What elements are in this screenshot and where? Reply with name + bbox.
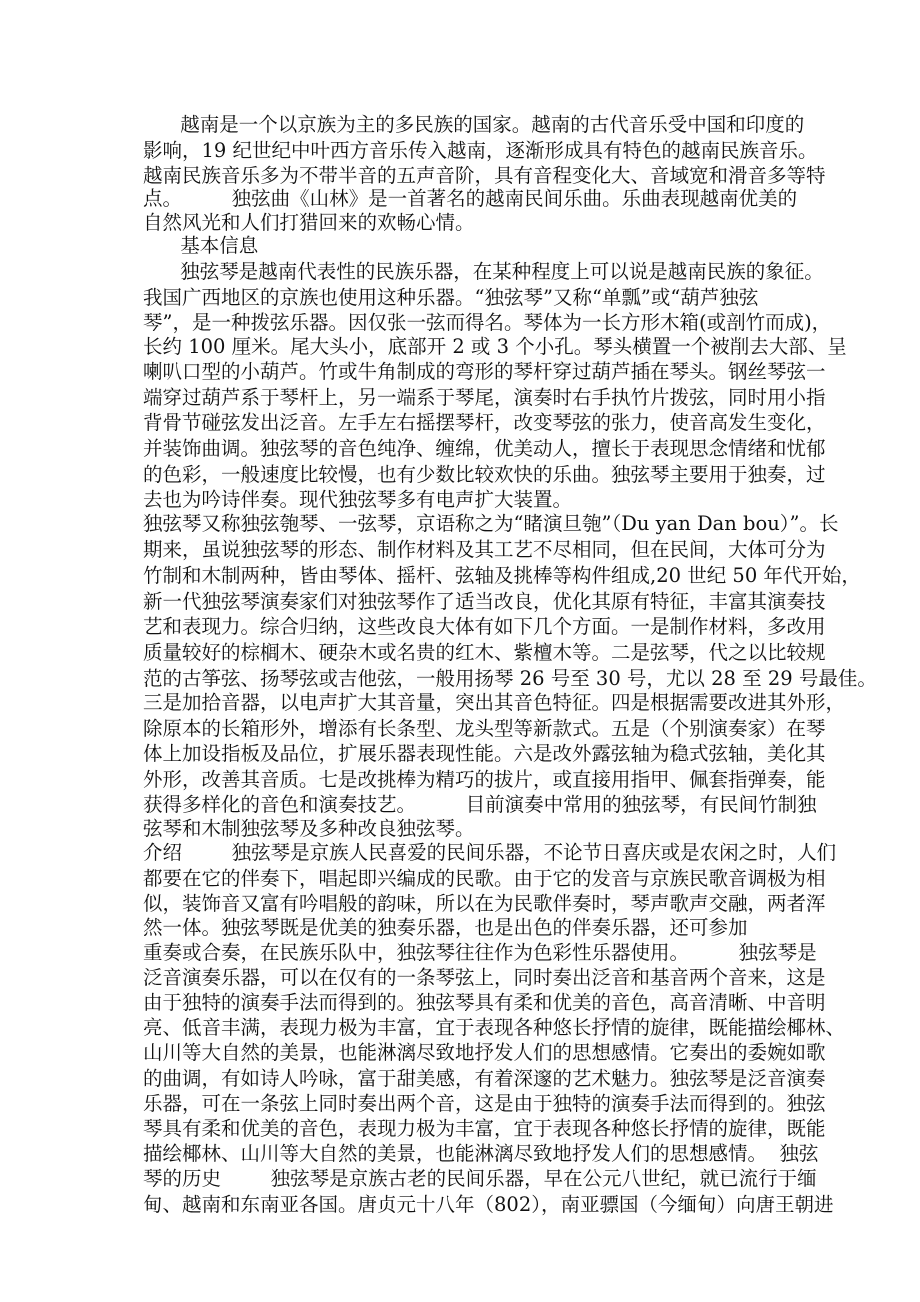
text-line: 的色彩，一般速度比较慢，也有少数比较欢快的乐曲。独弦琴主要用于独奏，过 <box>143 463 826 486</box>
text-line: 都要在它的伴奏下，唱起即兴编成的民歌。由于它的发音与京族民歌音调极为相 <box>143 867 826 890</box>
text-line: 影响，19 纪世纪中叶西方音乐传入越南，逐渐形成具有特色的越南民族音乐。 <box>143 139 818 162</box>
text-line: 长约 100 厘米。尾大头小，底部开 2 或 3 个小孔。琴头横置一个被削去大部、呈 <box>143 335 847 358</box>
text-line: 我国广西地区的京族也使用这种乐器。“独弦琴”又称“单瓢”或“葫芦独弦 <box>143 286 759 309</box>
text-line: 背骨节碰弦发出泛音。左手左右摇摆琴杆，改变琴弦的张力，使音高发生变化， <box>143 411 826 434</box>
text-line: 获得多样化的音色和演奏技艺。 目前演奏中常用的独弦琴，有民间竹制独 <box>143 793 817 816</box>
text-line: 然一体。独弦琴既是优美的独奏乐器，也是出色的伴奏乐器，还可参加 <box>143 916 748 939</box>
text-line: 甸、越南和东南亚各国。唐贞元十八年（802），南亚骠国（今缅甸）向唐王朝进 <box>143 1193 834 1216</box>
text-line: 乐器，可在一条弦上同时奏出两个音，这是由于独特的演奏手法而得到的。独弦 <box>143 1092 826 1115</box>
text-line: 体上加设指板及品位，扩展乐器表现性能。六是改外露弦轴为稳式弦轴，美化其 <box>143 742 826 765</box>
text-line: 并装饰曲调。独弦琴的音色纯净、缠绵，优美动人，擅长于表现思念情绪和忧郁 <box>143 437 826 460</box>
text-line: 山川等大自然的美景，也能淋漓尽致地抒发人们的思想感情。它奏出的委婉如歌 <box>143 1041 826 1064</box>
text-line: 琴的历史 独弦琴是京族古老的民间乐器，早在公元八世纪，就已流行于缅 <box>143 1167 817 1190</box>
text-line: 的曲调，有如诗人吟咏，富于甜美感，有着深邃的艺术魅力。独弦琴是泛音演奏 <box>143 1067 826 1090</box>
text-line: 竹制和木制两种，皆由琴体、摇杆、弦轴及挑棒等构件组成,20 世纪 50 年代开始， <box>143 564 861 587</box>
text-line: 去也为吟诗伴奏。现代独弦琴多有电声扩大装置。 <box>143 488 573 511</box>
text-line: 新一代独弦琴演奏家们对独弦琴作了适当改良，优化其原有特征，丰富其演奏技 <box>143 590 826 613</box>
text-line: 越南是一个以京族为主的多民族的国家。越南的古代音乐受中国和印度的 <box>143 113 805 136</box>
text-line: 艺和表现力。综合归纳，这些改良大体有如下几个方面。一是制作材料，多改用 <box>143 615 826 638</box>
text-line: 描绘椰林、山川等大自然的美景，也能淋漓尽致地抒发人们的思想感情。 独弦 <box>143 1142 819 1165</box>
text-line: 重奏或合奏，在民族乐队中，独弦琴往往作为色彩性乐器使用。 独弦琴是 <box>143 941 817 964</box>
text-line: 亮、低音丰满，表现力极为丰富，宜于表现各种悠长抒情的旋律，既能描绘椰林、 <box>143 1016 846 1039</box>
text-line: 琴具有柔和优美的音色，表现力极为丰富，宜于表现各种悠长抒情的旋律，既能 <box>143 1117 826 1140</box>
text-line: 端穿过葫芦系于琴杆上，另一端系于琴尾，演奏时右手执竹片拨弦，同时用小指 <box>143 386 826 409</box>
text-line: 琴”，是一种拨弦乐器。因仅张一弦而得名。琴体为一长方形木箱(或剖竹而成)， <box>143 311 832 334</box>
text-line: 独弦琴又称独弦匏琴、一弦琴，京语称之为“睹演旦匏”（Du yan Dan bou）”。长 <box>143 512 839 535</box>
text-line: 弦琴和木制独弦琴及多种改良独弦琴。 <box>143 817 475 840</box>
text-line: 介绍 独弦琴是京族人民喜爱的民间乐器，不论节日喜庆或是农闲之时，人们 <box>143 841 837 864</box>
text-line: 三是加拾音器，以电声扩大其音量，突出其音色特征。四是根据需要改进其外形， <box>143 691 846 714</box>
text-line: 泛音演奏乐器，可以在仅有的一条琴弦上，同时奏出泛音和基音两个音来，这是 <box>143 966 826 989</box>
text-line: 似，装饰音又富有吟唱般的韵味，所以在为民歌伴奏时，琴声歌声交融，两者浑 <box>143 892 826 915</box>
text-line: 由于独特的演奏手法而得到的。独弦琴具有柔和优美的音色，高音清晰、中音明 <box>143 991 826 1014</box>
text-line: 越南民族音乐多为不带半音的五声音阶，具有音程变化大、音域宽和滑音多等特 <box>143 164 826 187</box>
text-line: 外形，改善其音质。七是改挑棒为精巧的拔片，或直接用指甲、佩套指弹奏，能 <box>143 768 826 791</box>
text-line: 期来，虽说独弦琴的形态、制作材料及其工艺不尽相同，但在民间，大体可分为 <box>143 538 826 561</box>
section-heading: 基本信息 <box>143 234 259 257</box>
text-line: 点。 独弦曲《山林》是一首著名的越南民间乐曲。乐曲表现越南优美的 <box>143 187 798 210</box>
text-line: 范的古筝弦、扬琴弦或吉他弦，一般用扬琴 26 号至 30 号，尤以 28 至 29 号最佳。 <box>143 667 877 690</box>
text-line: 除原本的长箱形外，增添有长条型、龙头型等新款式。五是（个别演奏家）在琴 <box>143 717 826 740</box>
text-line: 喇叭口型的小葫芦。竹或牛角制成的弯形的琴杆穿过葫芦插在琴头。钢丝琴弦一 <box>143 360 826 383</box>
text-line: 自然风光和人们打猎回来的欢畅心情。 <box>143 211 475 234</box>
text-line: 独弦琴是越南代表性的民族乐器，在某种程度上可以说是越南民族的象征。 <box>143 260 824 283</box>
text-line: 质量较好的棕榈木、硬杂木或名贵的红木、紫檀木等。二是弦琴，代之以比较规 <box>143 641 826 664</box>
